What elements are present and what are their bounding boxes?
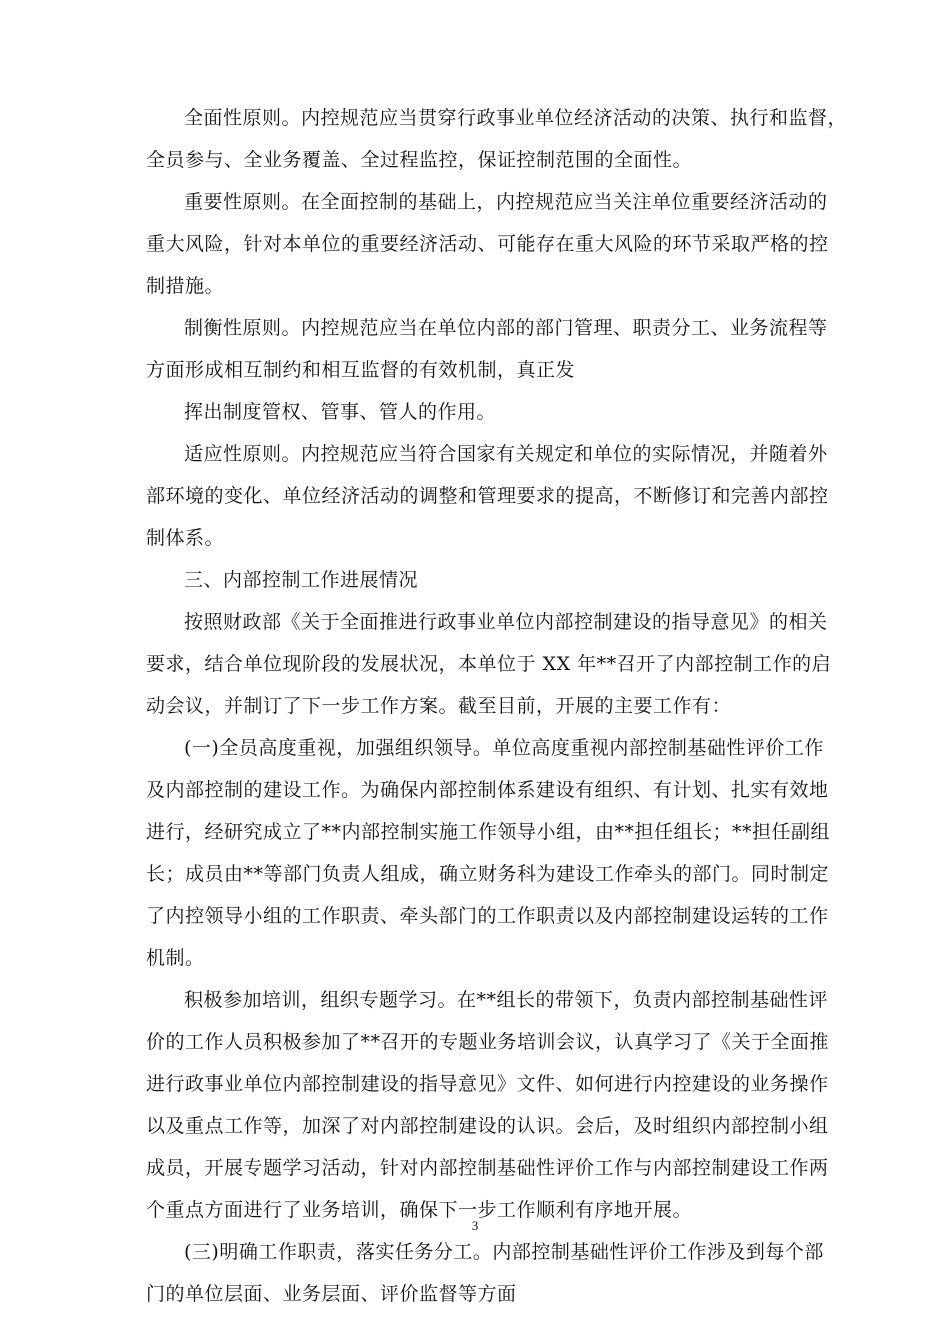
- text-line: 制措施。: [146, 275, 225, 297]
- text-line: 以及重点工作等，加深了对内部控制建设的认识。会后，及时组织内部控制小组: [146, 1115, 829, 1137]
- text-line: 部环境的变化、单位经济活动的调整和管理要求的提高，不断修订和完善内部控: [146, 485, 829, 507]
- text-line: 重大风险，针对本单位的重要经济活动、可能存在重大风险的环节采取严格的控: [146, 233, 829, 255]
- text-line: 重要性原则。在全面控制的基础上，内控规范应当关注单位重要经济活动的: [184, 191, 828, 213]
- text-line: 及内部控制的建设工作。为确保内部控制体系建设有组织、有计划、扎实有效地: [146, 779, 829, 801]
- text-line: 制体系。: [146, 527, 225, 549]
- text-line: 了内控领导小组的工作职责、牵头部门的工作职责以及内部控制建设运转的工作: [146, 905, 829, 927]
- document-body: [146, 97, 848, 1315]
- text-line: 要求，结合单位现阶段的发展状况，本单位于 XX 年**召开了内部控制工作的启: [146, 653, 832, 675]
- text-line: 全面性原则。内控规范应当贯穿行政事业单位经济活动的决策、执行和监督，: [184, 107, 848, 129]
- text-line: 按照财政部《关于全面推进行政事业单位内部控制建设的指导意见》的相关: [184, 611, 828, 633]
- text-line: 动会议，并制订了下一步工作方案。截至目前，开展的主要工作有：: [146, 695, 732, 717]
- text-line: 方面形成相互制约和相互监督的有效机制，真正发: [146, 359, 576, 381]
- text-line: 挥出制度管权、管事、管人的作用。: [184, 401, 497, 423]
- text-line: 全员参与、全业务覆盖、全过程监控，保证控制范围的全面性。: [146, 149, 693, 171]
- text-line: 价的工作人员积极参加了**召开的专题业务培训会议，认真学习了《关于全面推: [146, 1031, 830, 1053]
- page-number: 3: [471, 1218, 479, 1233]
- text-line: 三、内部控制工作进展情况: [184, 569, 419, 591]
- text-line: 制衡性原则。内控规范应当在单位内部的部门管理、职责分工、业务流程等: [184, 317, 828, 339]
- text-line: (三)明确工作职责，落实任务分工。内部控制基础性评价工作涉及到每个部: [184, 1241, 824, 1263]
- text-line: 进行，经研究成立了**内部控制实施工作领导小组，由**担任组长；**担任副组: [146, 821, 831, 843]
- text-line: 个重点方面进行了业务培训，确保下一步工作顺利有序地开展。: [146, 1199, 693, 1221]
- text-line: (一)全员高度重视，加强组织领导。单位高度重视内部控制基础性评价工作: [184, 737, 824, 759]
- text-line: 积极参加培训，组织专题学习。在**组长的带领下，负责内部控制基础性评: [184, 989, 829, 1011]
- text-line: 成员，开展专题学习活动，针对内部控制基础性评价工作与内部控制建设工作两: [146, 1157, 829, 1179]
- text-line: 机制。: [146, 947, 205, 969]
- text-line: 门的单位层面、业务层面、评价监督等方面: [146, 1283, 517, 1305]
- text-line: 进行政事业单位内部控制建设的指导意见》文件、如何进行内控建设的业务操作: [146, 1073, 829, 1095]
- text-line: 适应性原则。内控规范应当符合国家有关规定和单位的实际情况，并随着外: [184, 443, 828, 465]
- text-line: 长；成员由**等部门负责人组成，确立财务科为建设工作牵头的部门。同时制定: [146, 863, 830, 885]
